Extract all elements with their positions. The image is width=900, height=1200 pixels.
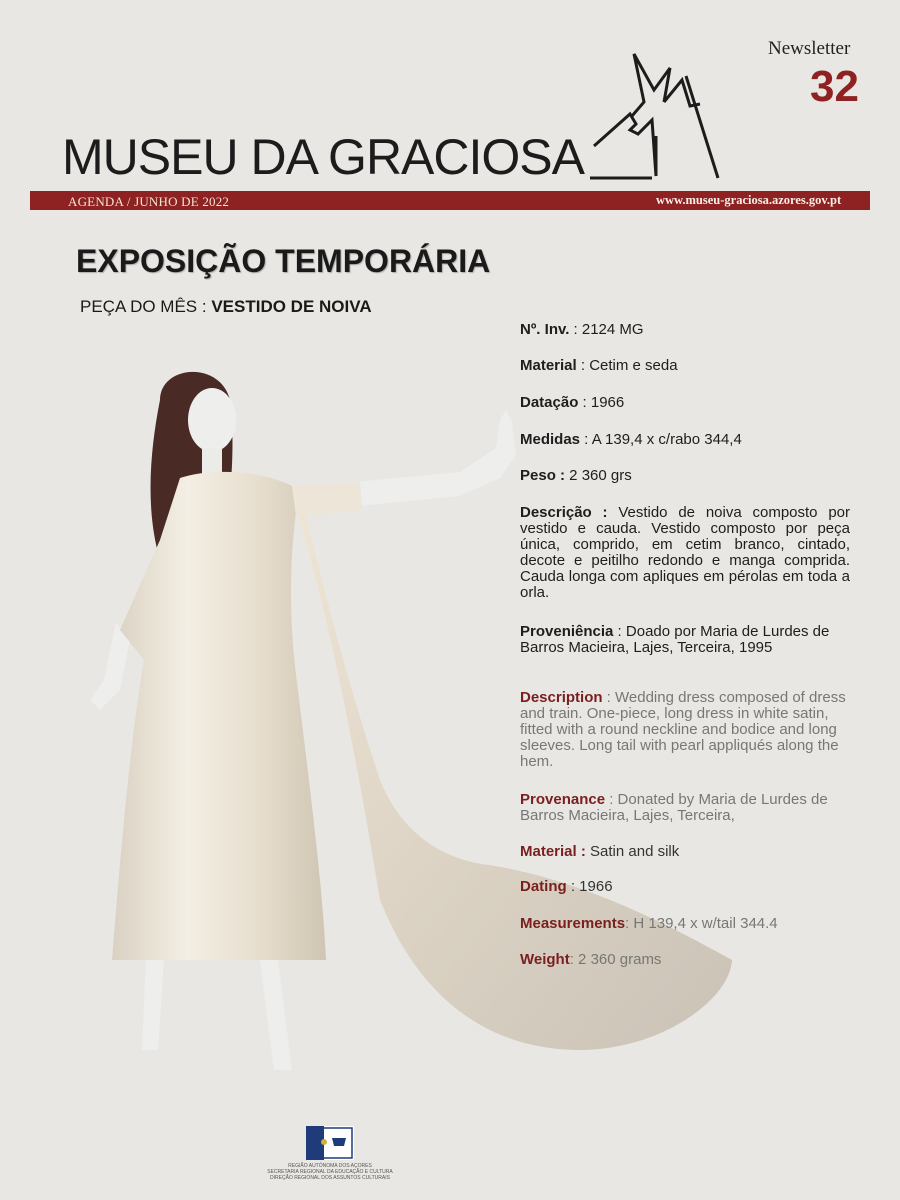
provenance-label: Provenance xyxy=(520,791,606,808)
dating-value: : 1966 xyxy=(566,878,613,895)
descricao-label: Descrição : xyxy=(520,504,608,521)
piece-prefix: PEÇA DO MÊS : xyxy=(80,297,207,316)
material-en-label: Material : xyxy=(520,843,586,860)
footer-direcao: DIREÇÃO REGIONAL DOS ASSUNTOS CULTURAIS xyxy=(270,1175,390,1181)
proveniencia-pt xyxy=(520,624,850,656)
piece-name: VESTIDO DE NOIVA xyxy=(211,297,372,316)
inv-value: : 2124 MG xyxy=(569,321,644,338)
measurements-en xyxy=(520,916,850,932)
inventory-number xyxy=(520,322,850,338)
piece-of-month xyxy=(80,297,372,317)
descricao-pt xyxy=(520,505,850,601)
description-value: : Wedding dress composed of dress and train. One-piece, long dress in white satin, fitted with a round neckline and bodice and long sleeves. Long tail with pearl appliqués along the hem. xyxy=(520,689,846,770)
weight-label: Weight xyxy=(520,951,570,968)
medidas-pt xyxy=(520,432,850,448)
provenance-value: : Donated by Maria de Lurdes de Barros Macieira, Lajes, Terceira, xyxy=(520,791,828,824)
datacao-pt xyxy=(520,395,850,411)
agenda-date: AGENDA / JUNHO DE 2022 xyxy=(68,194,230,209)
description-label: Description xyxy=(520,689,603,706)
exhibit-title: EXPOSIÇÃO TEMPORÁRIA xyxy=(76,243,491,279)
footer-region: REGIÃO AUTÓNOMA DOS AÇORES xyxy=(288,1163,372,1169)
material-label: Material xyxy=(520,357,577,374)
datacao-value: : 1966 xyxy=(578,394,625,411)
inv-label: Nº. Inv. xyxy=(520,321,570,338)
windmill-logo-icon xyxy=(590,46,730,186)
provenance-en xyxy=(520,792,850,824)
material-pt xyxy=(520,358,850,374)
datacao-label: Datação xyxy=(520,394,579,411)
weight-en xyxy=(520,952,850,968)
proveniencia-value: : Doado por Maria de Lurdes de Barros Macieira, Lajes, Terceira, 1995 xyxy=(520,623,830,656)
proveniencia-label: Proveniência xyxy=(520,623,614,640)
material-value: : Cetim e seda xyxy=(576,357,678,374)
material-en-value: Satin and silk xyxy=(585,843,680,860)
description-en xyxy=(520,690,850,770)
peso-label: Peso : xyxy=(520,467,566,484)
descricao-value: Vestido de noiva composto por vestido e cauda. Vestido composto por peça única, comprido, em cetim branco, cintado, decote e peitilho redondo e manga comprida. Cauda longa com apliques em pérolas em toda a orla. xyxy=(520,504,851,601)
footer-secretaria: SECRETARIA REGIONAL DA EDUCAÇÃO E CULTURA xyxy=(267,1169,393,1175)
peso-pt xyxy=(520,468,850,484)
newsletter-label: Newsletter xyxy=(768,38,851,59)
medidas-value: : A 139,4 x c/rabo 344,4 xyxy=(580,431,742,448)
weight-value: : 2 360 grams xyxy=(569,951,662,968)
dating-en xyxy=(520,879,850,895)
medidas-label: Medidas xyxy=(520,431,581,448)
material-en xyxy=(520,844,850,860)
peso-value: 2 360 grs xyxy=(565,467,632,484)
measurements-value: : H 139,4 x w/tail 344.4 xyxy=(625,915,778,932)
museum-title: MUSEU DA GRACIOSA xyxy=(62,129,584,185)
azores-flag-icon xyxy=(306,1126,354,1160)
website-link[interactable]: www.museu-graciosa.azores.gov.pt xyxy=(656,193,842,207)
measurements-label: Measurements xyxy=(520,915,626,932)
newsletter-number: 32 xyxy=(810,62,859,111)
dating-label: Dating xyxy=(520,878,567,895)
